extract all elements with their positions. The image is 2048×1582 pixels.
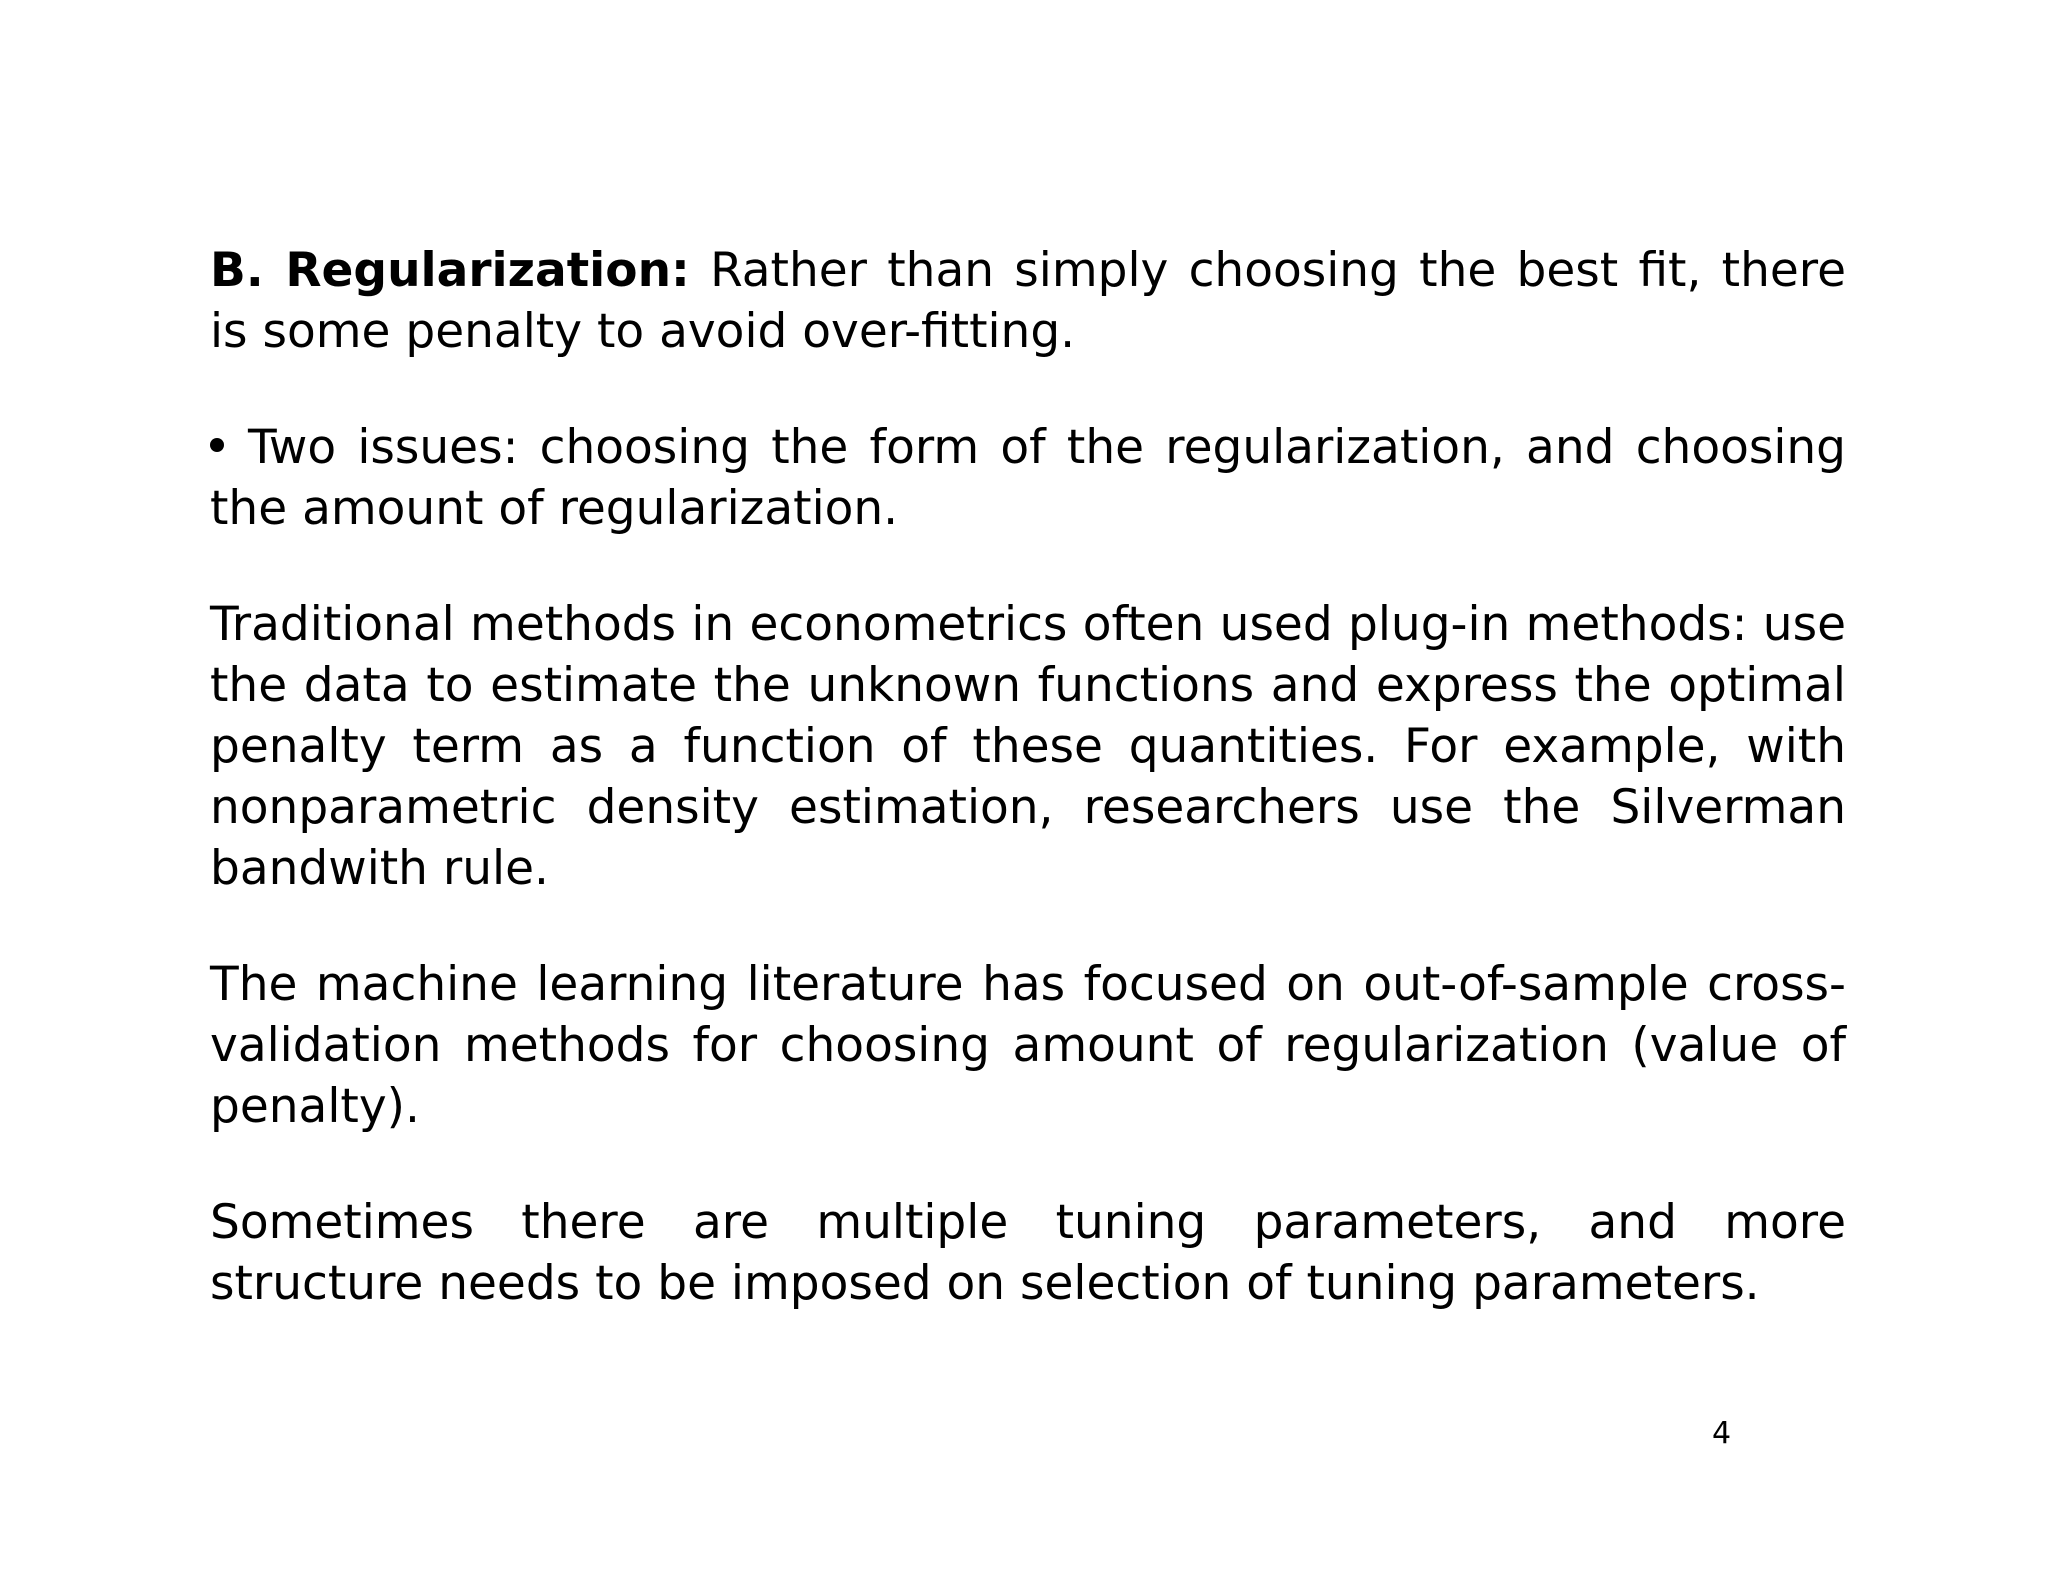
page-number: 4	[1712, 1416, 1732, 1451]
bullet-text: Two issues: choosing the form of the regularization, and choosing the amount of regularization.	[210, 420, 1846, 536]
regularization-paragraph	[210, 240, 1846, 362]
section-heading: B. Regularization:	[210, 243, 690, 298]
traditional-methods-paragraph: Traditional methods in econometrics often used plug-in methods: use the data to estimate the unknown functions and express the optimal penalty term as a function of these quantities. For example, with nonparametric density estimation, researchers use the Silverman bandwith rule.	[210, 597, 1846, 896]
bullet-icon	[210, 438, 224, 452]
bullet-paragraph	[210, 417, 1846, 539]
machine-learning-paragraph: The machine learning literature has focused on out-of-sample cross-validation methods for choosing amount of regularization (value of penalty).	[210, 957, 1846, 1134]
tuning-parameters-paragraph: Sometimes there are multiple tuning parameters, and more structure needs to be imposed on selection of tuning parameters.	[210, 1195, 1846, 1311]
slide-body	[210, 240, 1846, 1369]
section-intro: Rather than simply choosing the best fit, there is some penalty to avoid over-fitting.	[210, 243, 1847, 359]
